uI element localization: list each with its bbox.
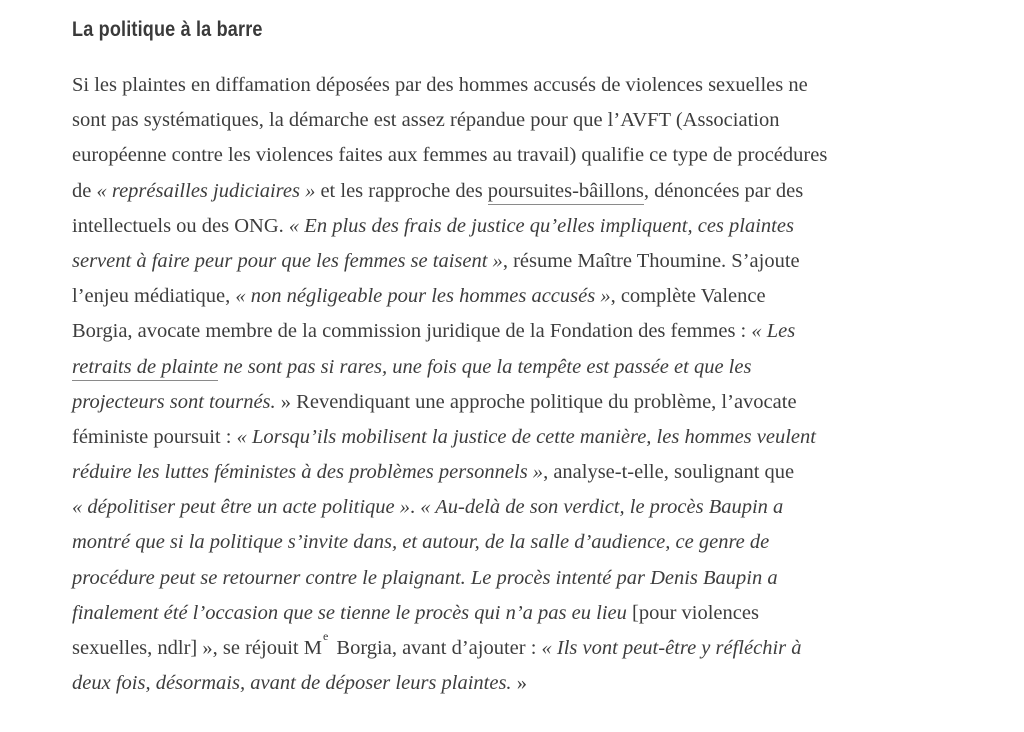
text-line xyxy=(72,174,972,209)
quote-text: montré que si la politique s’invite dans, et autour, de la salle d’audience, ce genre de xyxy=(72,531,770,554)
article-paragraph xyxy=(72,68,972,701)
text-line xyxy=(72,138,972,173)
quote-text: « Au-delà de son verdict, le procès Baupin a xyxy=(420,496,784,519)
body-text: féministe poursuit : xyxy=(72,425,237,448)
body-text: , résume Maître Thoumine. S’ajoute xyxy=(502,249,800,272)
body-text: » xyxy=(511,672,527,695)
body-text: sont pas systématiques, la démarche est assez répandue pour que l’AVFT (Association xyxy=(72,109,780,132)
text-line xyxy=(72,420,972,455)
body-text: , analyse-t-elle, soulignant que xyxy=(543,461,795,484)
text-line xyxy=(72,350,972,385)
quote-text: « dépolitiser peut être un acte politique » xyxy=(72,496,410,519)
body-text: et les rapproche des xyxy=(315,179,488,202)
text-line xyxy=(72,490,972,525)
body-text: européenne contre les violences faites aux femmes au travail) qualifie ce type de procédures xyxy=(72,144,828,167)
body-text: intellectuels ou des ONG. xyxy=(72,214,289,237)
quote-text: projecteurs sont tournés. xyxy=(72,390,276,413)
quote-text: « Lorsqu’ils mobilisent la justice de cette manière, les hommes veulent xyxy=(236,425,816,448)
quote-text: ne sont pas si rares, une fois que la tempête est passée et que les xyxy=(218,355,752,378)
quote-text: « représailles judiciaires » xyxy=(96,179,316,202)
text-line xyxy=(72,561,972,596)
quote-text: « Ils vont peut-être y réfléchir à xyxy=(541,637,802,659)
text-line xyxy=(72,103,972,138)
body-text: . xyxy=(410,496,421,519)
body-text: Borgia, avant d’ajouter : xyxy=(331,637,542,659)
text-line xyxy=(72,68,972,103)
body-text: , complète Valence xyxy=(610,285,766,308)
quote-text: « Les xyxy=(751,320,796,343)
body-text: [pour violences xyxy=(626,601,759,624)
body-text: , dénoncées par des xyxy=(643,179,804,202)
body-text: de xyxy=(72,179,97,202)
text-line xyxy=(72,209,972,244)
text-line xyxy=(72,525,972,560)
inline-link[interactable]: poursuites-bâillons xyxy=(488,180,644,205)
superscript: e xyxy=(322,629,329,643)
section-heading: La politique à la barre xyxy=(72,18,263,41)
body-text: sexuelles, ndlr] », se réjouit M xyxy=(72,637,322,659)
quote-text: procédure peut se retourner contre le plaignant. Le procès intenté par Denis Baupin a xyxy=(72,566,778,589)
text-line xyxy=(72,666,972,701)
text-line xyxy=(72,244,972,279)
quote-text: servent à faire peur pour que les femmes se taisent » xyxy=(72,249,503,272)
quote-text: finalement été l’occasion que se tienne le procès qui n’a pas eu lieu xyxy=(72,601,627,624)
quote-text: « En plus des frais de justice qu’elles impliquent, ces plaintes xyxy=(288,214,794,237)
text-line xyxy=(72,279,972,314)
quote-text: deux fois, désormais, avant de déposer leurs plaintes. xyxy=(72,672,512,695)
body-text: » Revendiquant une approche politique du problème, l’avocate xyxy=(275,390,797,413)
body-text: l’enjeu médiatique, xyxy=(72,285,236,308)
text-line xyxy=(72,455,972,490)
quote-text: réduire les luttes féministes à des problèmes personnels » xyxy=(72,461,544,484)
article xyxy=(72,14,972,701)
text-line xyxy=(72,631,972,666)
body-text: Si les plaintes en diffamation déposées par des hommes accusés de violences sexuelles ne xyxy=(72,74,808,96)
text-line xyxy=(72,385,972,420)
inline-link[interactable]: retraits de plainte xyxy=(72,356,218,381)
text-line xyxy=(72,314,972,349)
text-line xyxy=(72,596,972,631)
quote-text: « non négligeable pour les hommes accusés » xyxy=(235,285,611,308)
body-text: Borgia, avocate membre de la commission juridique de la Fondation des femmes : xyxy=(72,320,752,343)
